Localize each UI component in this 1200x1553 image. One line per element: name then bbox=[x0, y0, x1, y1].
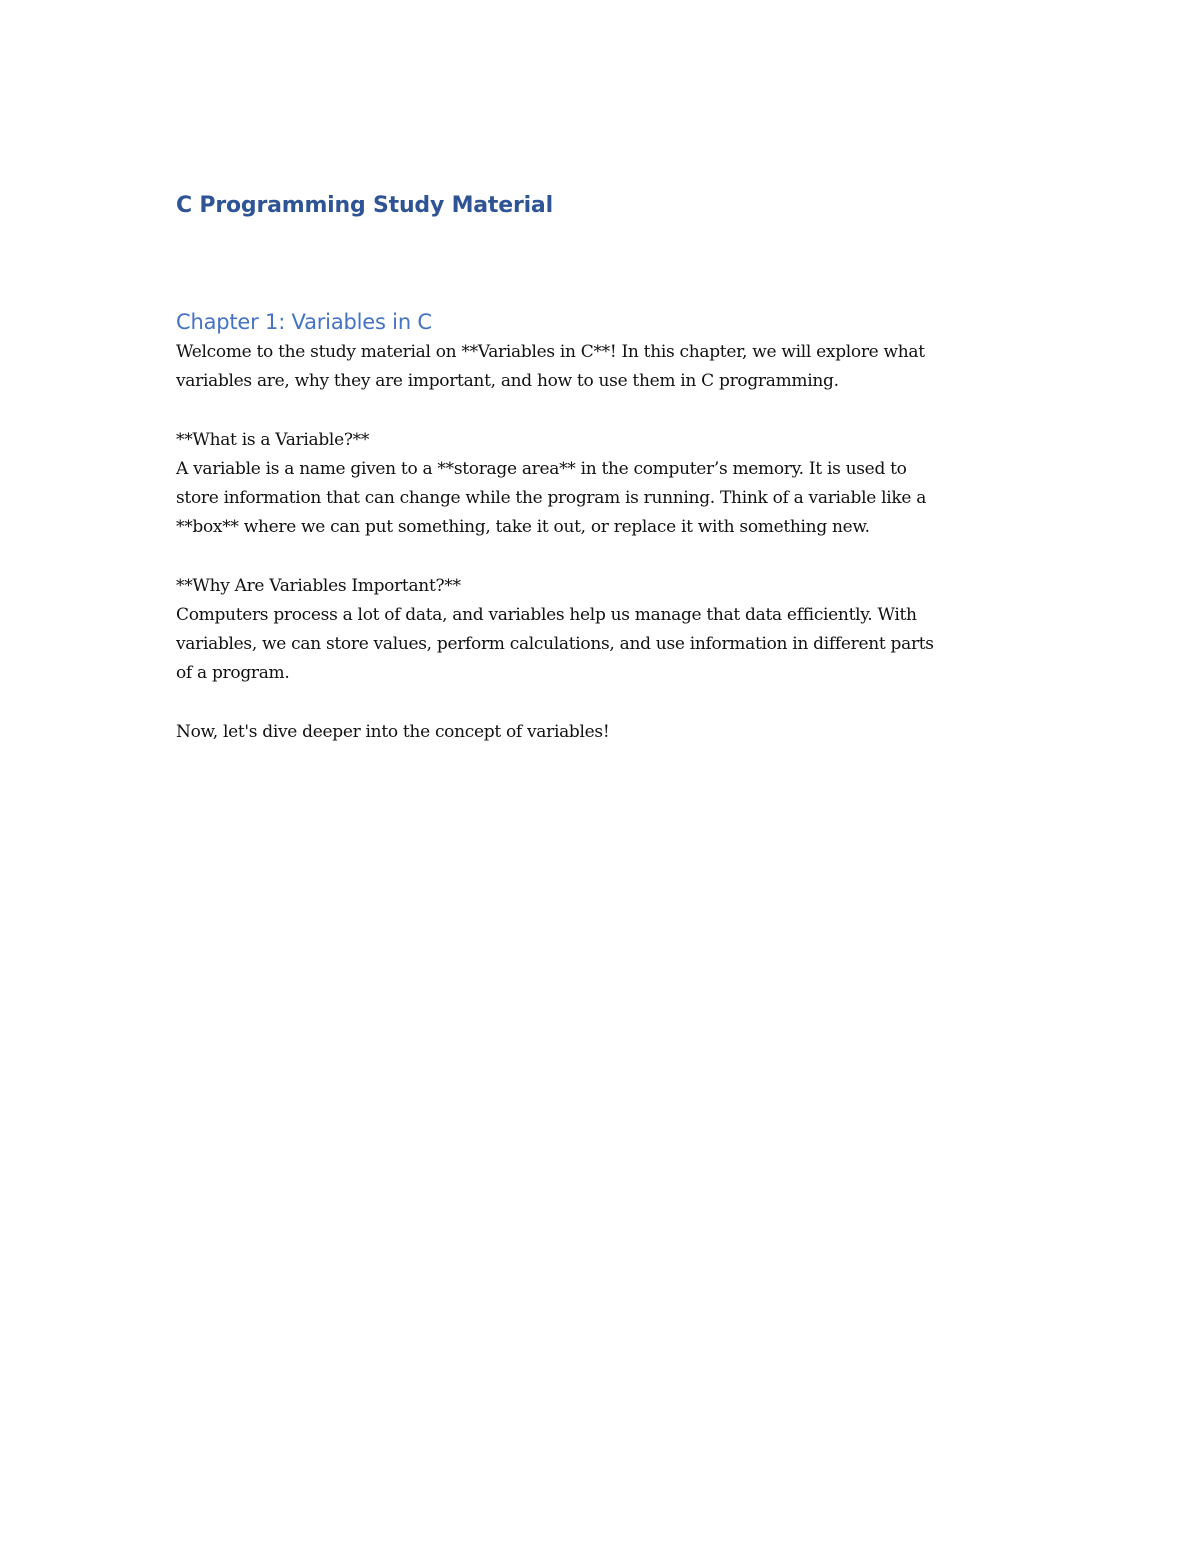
what-is-variable-paragraph: **What is a Variable?** A variable is a name given to a **storage area** in the computer’s memory. It is used to store information that can change while the program is running. Think of a variable like a **box** where we can put something, take it out, or replace it with something new. bbox=[176, 429, 927, 538]
document-title: C Programming Study Material bbox=[176, 193, 553, 218]
closing-paragraph: Now, let's dive deeper into the concept of variables! bbox=[176, 721, 610, 742]
intro-paragraph: Welcome to the study material on **Variables in C**! In this chapter, we will explore what variables are, why they are important, and how to use them in C programming. bbox=[176, 342, 925, 392]
document-body bbox=[176, 190, 1026, 747]
chapter-heading: Chapter 1: Variables in C bbox=[176, 310, 432, 334]
why-variables-important-paragraph: **Why Are Variables Important?** Computers process a lot of data, and variables help us manage that data efficiently. With variables, we can store values, perform calculations, and use information in different parts of a program. bbox=[176, 575, 934, 684]
